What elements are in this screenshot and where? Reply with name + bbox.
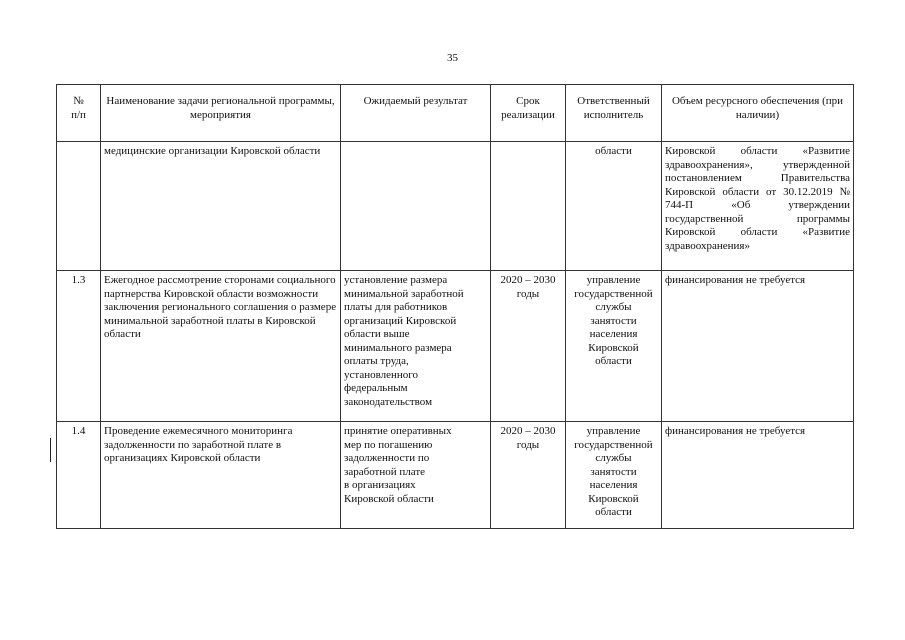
cell-result: принятие оперативных мер по погашению задолженности по заработной плате в организациях Кировской области xyxy=(341,422,491,529)
cell-resources: финансирования не требуется xyxy=(662,271,854,422)
cell-executor: управление государственной службы занятости населения Кировской области xyxy=(566,271,662,422)
cell-term: 2020 – 2030 годы xyxy=(491,271,566,422)
table-row xyxy=(57,422,854,529)
cell-resources: финансирования не требуется xyxy=(662,422,854,529)
table-row xyxy=(57,271,854,422)
cell-num: 1.4 xyxy=(57,422,101,529)
cell-num xyxy=(57,142,101,271)
header-term: Срок реализации xyxy=(491,85,566,142)
cell-result: установление размера минимальной заработной платы для работников организаций Кировской области выше минимального размера оплаты труда, установленного федеральным законодательством xyxy=(341,271,491,422)
page-number: 35 xyxy=(447,52,458,64)
program-table xyxy=(56,84,854,529)
header-num: № п/п xyxy=(57,85,101,142)
cell-name: Ежегодное рассмотрение сторонами социального партнерства Кировской области возможности заключения регионального соглашения о размере минимальной заработной платы в Кировской области xyxy=(101,271,341,422)
cell-term xyxy=(491,142,566,271)
header-name: Наименование задачи региональной программы, мероприятия xyxy=(101,85,341,142)
cell-num: 1.3 xyxy=(57,271,101,422)
cell-executor: управление государственной службы занятости населения Кировской области xyxy=(566,422,662,529)
cell-resources: Кировской области «Развитие здравоохранения», утвержденной постановлением Правительства Кировской области от 30.12.2019 № 744-П «Об утверждении государственной программы Кировской области «Развитие здравоохранения» xyxy=(662,142,854,271)
cell-executor: области xyxy=(566,142,662,271)
cell-name: медицинские организации Кировской области xyxy=(101,142,341,271)
cell-term: 2020 – 2030 годы xyxy=(491,422,566,529)
header-result: Ожидаемый результат xyxy=(341,85,491,142)
margin-revision-mark xyxy=(50,438,51,462)
table-header-row xyxy=(57,85,854,142)
table-row xyxy=(57,142,854,271)
cell-result xyxy=(341,142,491,271)
cell-name: Проведение ежемесячного мониторинга задолженности по заработной плате в организациях Кировской области xyxy=(101,422,341,529)
header-executor: Ответственный исполнитель xyxy=(566,85,662,142)
header-resources: Объем ресурсного обеспечения (при наличии) xyxy=(662,85,854,142)
